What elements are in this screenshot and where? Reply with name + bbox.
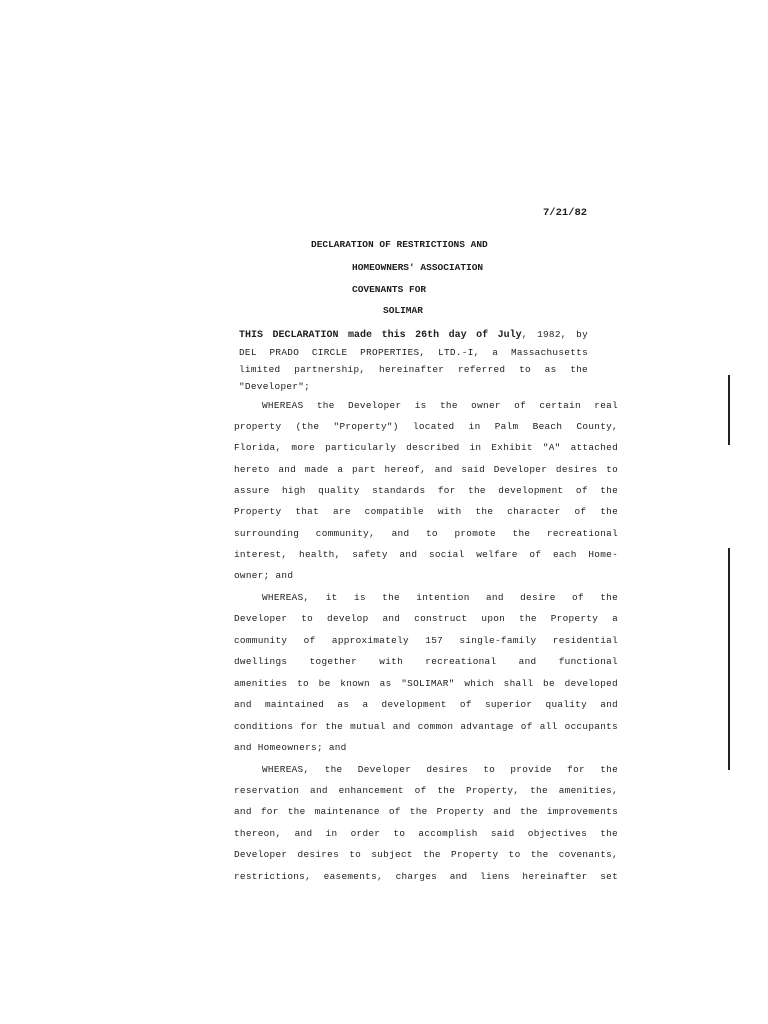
body-line-5: assure high quality standards for the development of the	[234, 485, 618, 496]
body-line-9: owner; and	[234, 570, 294, 581]
body-line-1: WHEREAS the Developer is the owner of certain real	[262, 400, 618, 411]
body-line-22: Developer desires to subject the Property to the covenants,	[234, 849, 618, 860]
title-line-3: COVENANTS FOR	[352, 284, 427, 295]
body-line-4: hereto and made a part hereof, and said Developer desires to	[234, 464, 618, 475]
body-line-10: WHEREAS, it is the intention and desire of the	[262, 592, 618, 603]
body-line-18: WHEREAS, the Developer desires to provide for the	[262, 764, 618, 775]
margin-revision-bar-2	[728, 548, 730, 770]
body-line-7: surrounding community, and to promote the recreational	[234, 528, 618, 539]
body-line-8: interest, health, safety and social welfare of each Home-	[234, 549, 618, 560]
body-line-19: reservation and enhancement of the Property, the amenities,	[234, 785, 618, 796]
body-line-17: and Homeowners; and	[234, 742, 347, 753]
body-line-13: dwellings together with recreational and functional	[234, 656, 618, 667]
body-line-15: and maintained as a development of superior quality and	[234, 699, 618, 710]
opening-rest: , 1982, by	[521, 329, 589, 340]
body-line-6: Property that are compatible with the character of the	[234, 506, 618, 517]
body-line-11: Developer to develop and construct upon the Property a	[234, 613, 618, 624]
body-line-21: thereon, and in order to accomplish said objectives the	[234, 828, 618, 839]
body-line-12: community of approximately 157 single-family residential	[234, 635, 618, 646]
body-line-20: and for the maintenance of the Property and the improvements	[234, 806, 618, 817]
document-date: 7/21/82	[543, 207, 588, 219]
body-line-16: conditions for the mutual and common advantage of all occupants	[234, 721, 618, 732]
title-line-2: HOMEOWNERS' ASSOCIATION	[352, 262, 484, 273]
body-line-2: property (the "Property") located in Palm Beach County,	[234, 421, 618, 432]
opening-bold: THIS DECLARATION made this 26th day of July	[239, 330, 522, 341]
opening-line	[239, 329, 588, 342]
body-line-23: restrictions, easements, charges and liens hereinafter set	[234, 871, 618, 882]
intro-line-3: "Developer";	[239, 381, 311, 392]
title-line-1: DECLARATION OF RESTRICTIONS AND	[311, 239, 488, 250]
intro-line-1: DEL PRADO CIRCLE PROPERTIES, LTD.-I, a Massachusetts	[239, 347, 588, 358]
body-line-3: Florida, more particularly described in Exhibit "A" attached	[234, 442, 618, 453]
title-line-4: SOLIMAR	[383, 305, 423, 316]
body-line-14: amenities to be known as "SOLIMAR" which shall be developed	[234, 678, 618, 689]
intro-line-2: limited partnership, hereinafter referred to as the	[239, 364, 588, 375]
margin-revision-bar-1	[728, 375, 730, 445]
